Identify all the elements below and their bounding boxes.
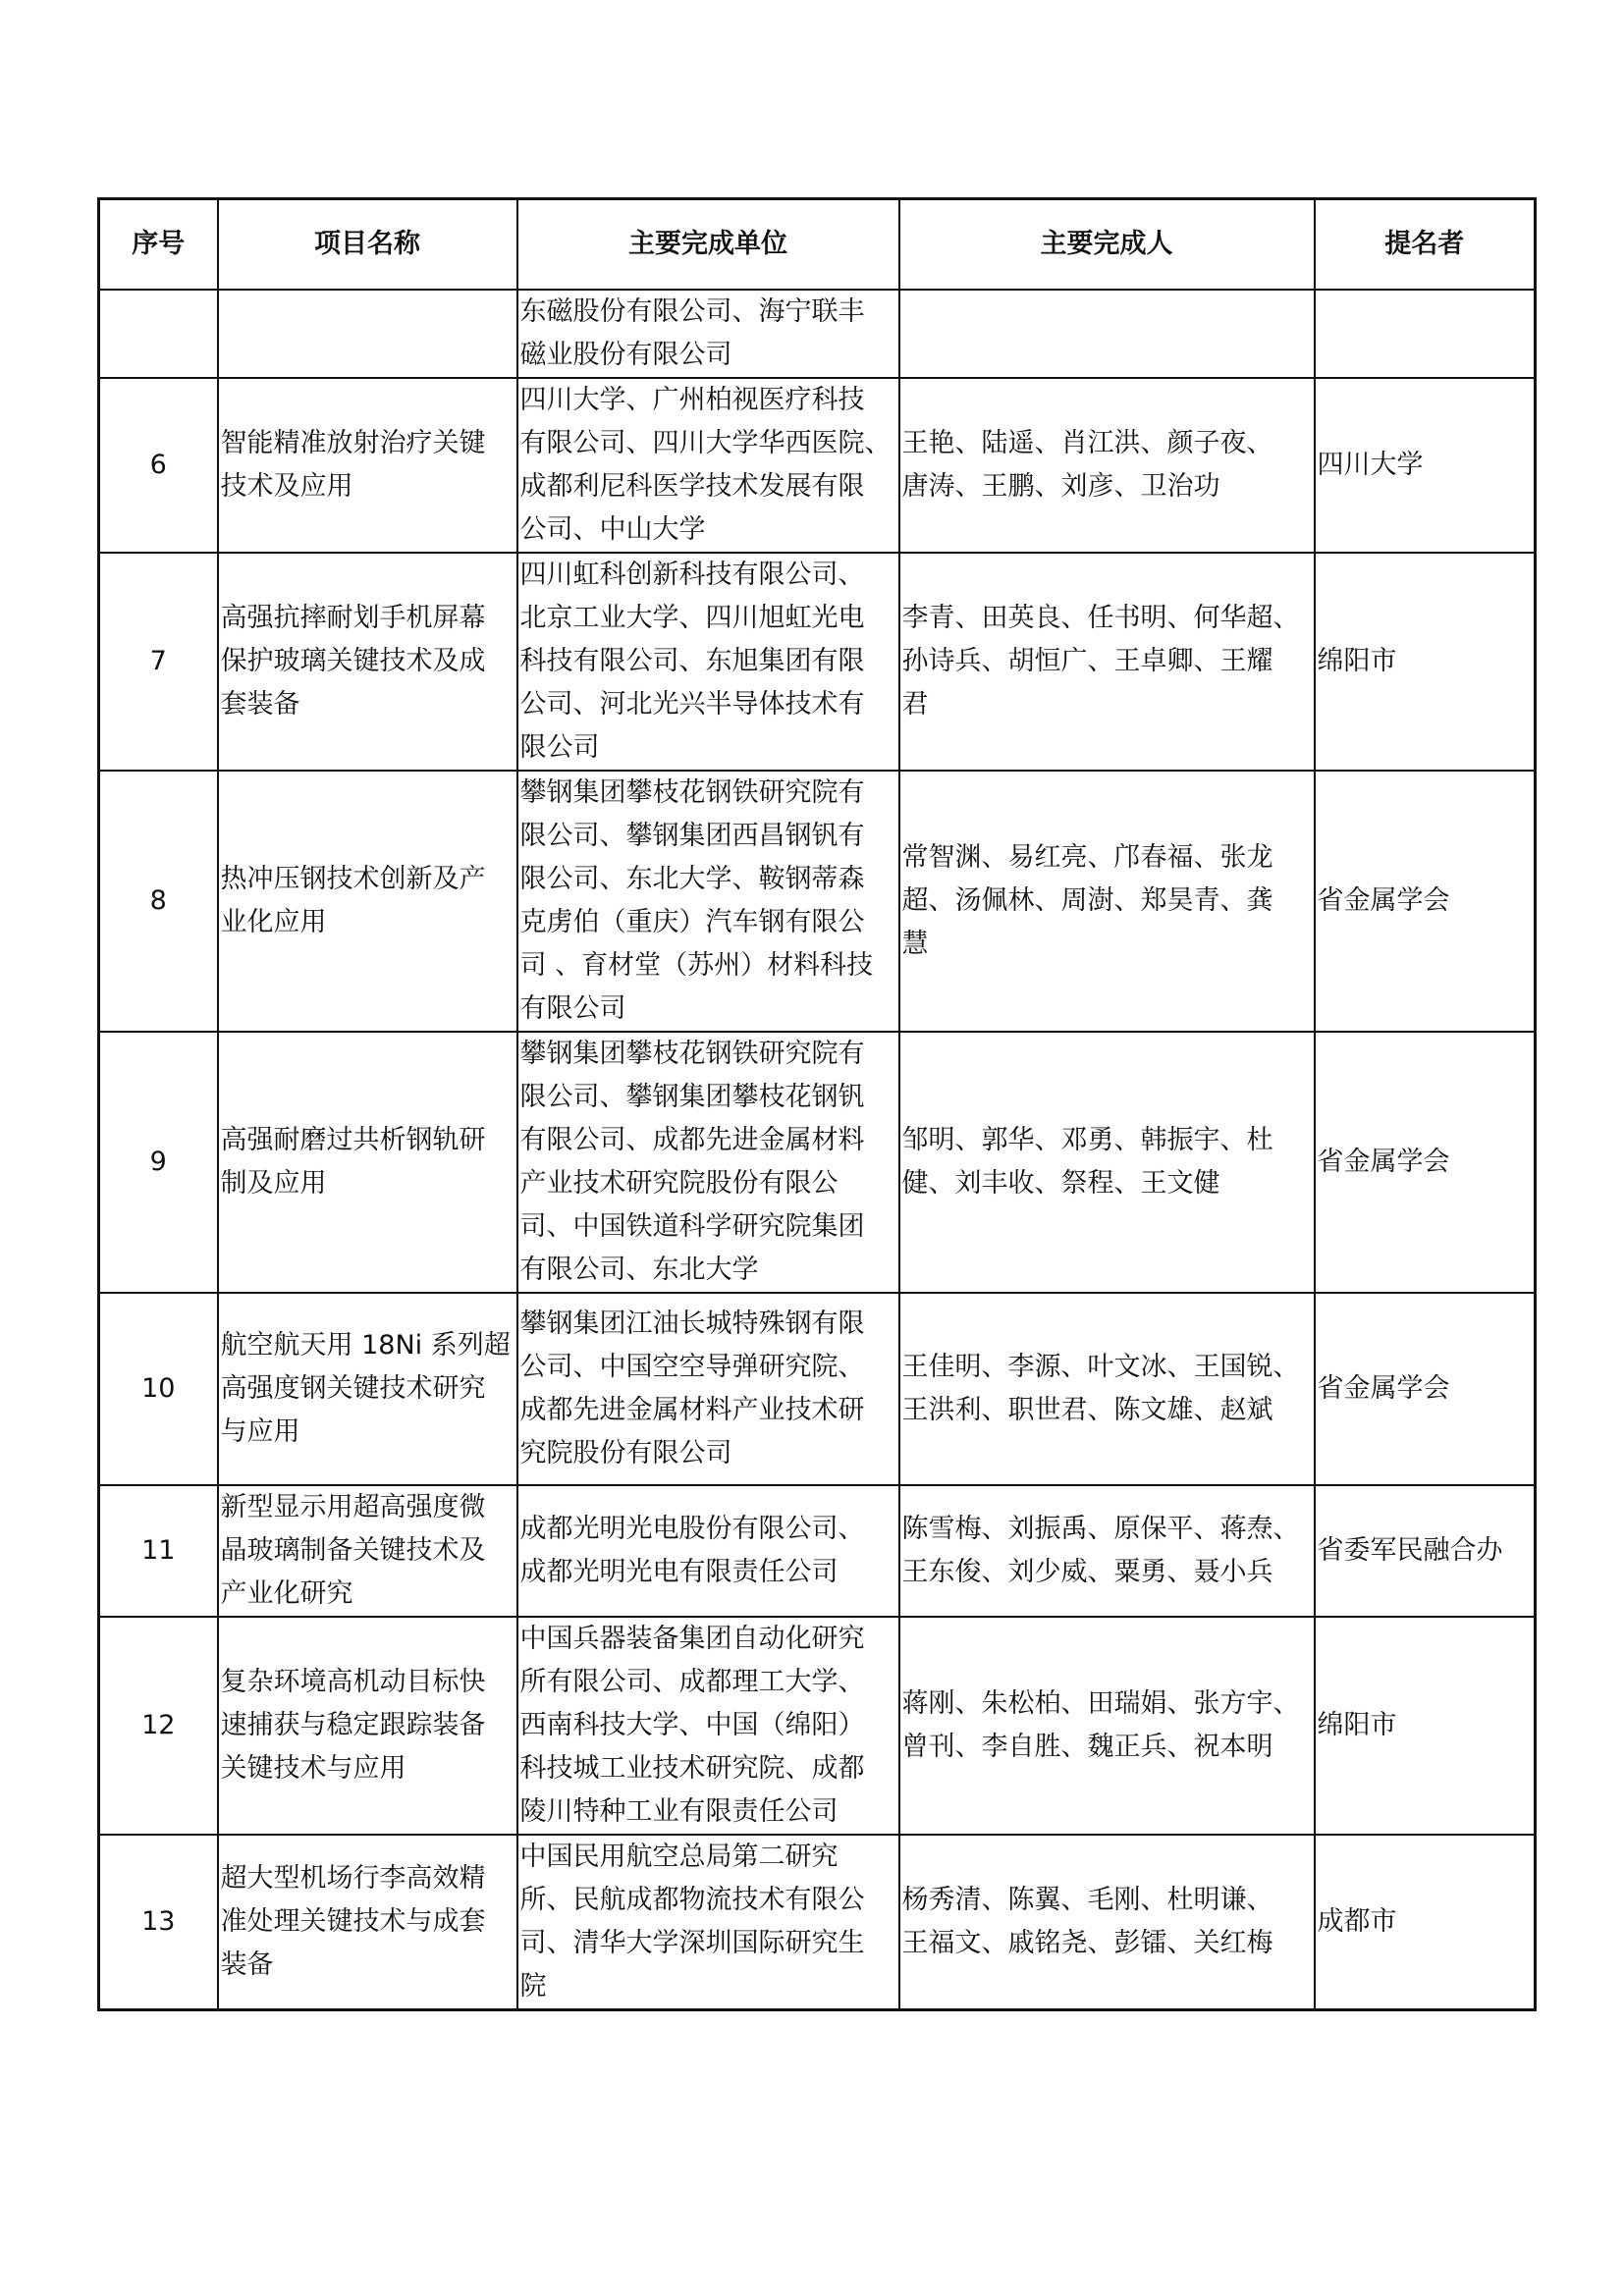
cell-no-text: 8 [149,885,167,916]
cell-project-name [218,1293,517,1485]
cell-project-name-text: 超大型机场行李高效精 准处理关键技术与成套 装备 [220,1863,486,1980]
cell-no [99,378,218,553]
cell-no-text: 6 [149,450,167,480]
table-row [99,290,1536,378]
cell-project-name [218,290,517,378]
table-body [99,290,1536,2010]
cell-main-people-text: 常智渊、易红亮、邝春福、张龙 超、汤佩林、周澍、郑昊青、龚 慧 [901,842,1273,959]
cell-nominator-text: 省金属学会 [1317,1147,1450,1177]
cell-project-name-text: 航空航天用 18Ni 系列超 高强度钢关键技术研究 与应用 [220,1330,511,1447]
table-row [99,1617,1536,1835]
cell-main-people [899,1835,1315,2010]
cell-main-units-text: 东磁股份有限公司、海宁联丰 磁业股份有限公司 [519,296,865,370]
cell-main-units-text: 成都光明光电股份有限公司、 成都光明光电有限责任公司 [519,1514,865,1587]
cell-main-people [899,1485,1315,1617]
cell-nominator-text: 省委军民融合办 [1317,1535,1503,1566]
cell-no-text: 9 [149,1147,167,1177]
cell-main-units-text: 四川大学、广州柏视医疗科技 有限公司、四川大学华西医院、 成都利尼科医学技术发展有限 公司、中山大学 [519,385,892,545]
cell-nominator [1315,1617,1536,1835]
cell-no-text: 7 [149,646,167,676]
cell-nominator-text: 四川大学 [1317,450,1424,480]
cell-main-units [517,553,899,771]
cell-main-people [899,1293,1315,1485]
cell-no-text: 13 [141,1906,176,1937]
cell-nominator-text: 省金属学会 [1317,1373,1450,1404]
cell-main-units-text: 中国兵器装备集团自动化研究 所有限公司、成都理工大学、 西南科技大学、中国（绵阳） 科技城工业技术研究院、成都 陵川特种工业有限责任公司 [519,1624,865,1827]
cell-main-people [899,1032,1315,1293]
cell-nominator-text: 绵阳市 [1317,646,1397,676]
table-row [99,1032,1536,1293]
cell-main-people-text: 王佳明、李源、叶文冰、王国锐、 王洪利、职世君、陈文雄、赵斌 [901,1352,1300,1425]
cell-project-name-text: 复杂环境高机动目标快 速捕获与稳定跟踪装备 关键技术与应用 [220,1667,486,1784]
cell-main-units [517,1485,899,1617]
cell-no [99,1032,218,1293]
table-row [99,1293,1536,1485]
cell-main-units-text: 攀钢集团攀枝花钢铁研究院有 限公司、攀钢集团西昌钢钒有 限公司、东北大学、鞍钢蒂森 克虏伯（重庆）汽车钢有限公 司 、育材堂（苏州）材料科技 有限公司 [519,777,874,1024]
cell-main-people [899,1617,1315,1835]
cell-main-people-text: 李青、田英良、任书明、何华超、 孙诗兵、胡恒广、王卓卿、王耀 君 [901,603,1300,720]
cell-no [99,771,218,1032]
cell-main-units [517,1617,899,1835]
cell-main-units [517,290,899,378]
cell-no [99,1293,218,1485]
cell-project-name [218,1835,517,2010]
cell-nominator-text: 绵阳市 [1317,1710,1397,1740]
cell-main-people-text: 邹明、郭华、邓勇、韩振宇、杜 健、刘丰收、祭程、王文健 [901,1125,1273,1199]
cell-project-name-text: 高强耐磨过共析钢轨研 制及应用 [220,1125,486,1199]
cell-nominator-text: 省金属学会 [1317,885,1450,916]
cell-no [99,1835,218,2010]
cell-project-name-text: 智能精准放射治疗关键 技术及应用 [220,428,486,502]
cell-nominator-text: 成都市 [1317,1906,1397,1937]
cell-project-name-text: 高强抗摔耐划手机屏幕 保护玻璃关键技术及成 套装备 [220,603,486,720]
cell-main-people-text: 陈雪梅、刘振禹、原保平、蒋焘、 王东俊、刘少威、粟勇、聂小兵 [901,1514,1300,1587]
cell-project-name [218,553,517,771]
cell-nominator [1315,1293,1536,1485]
table-row [99,378,1536,553]
cell-main-units-text: 四川虹科创新科技有限公司、 北京工业大学、四川旭虹光电 科技有限公司、东旭集团有限 公司、河北光兴半导体技术有 限公司 [519,560,865,763]
cell-no [99,290,218,378]
cell-nominator [1315,1032,1536,1293]
cell-main-people [899,290,1315,378]
cell-main-units-text: 中国民用航空总局第二研究 所、民航成都物流技术有限公 司、清华大学深圳国际研究生 院 [519,1842,865,2002]
cell-project-name-text: 新型显示用超高强度微 晶玻璃制备关键技术及 产业化研究 [220,1492,486,1609]
cell-main-people-text: 王艳、陆遥、肖江洪、颜子夜、 唐涛、王鹏、刘彦、卫治功 [901,428,1273,502]
cell-main-people [899,771,1315,1032]
cell-main-units [517,771,899,1032]
cell-no [99,553,218,771]
awards-table [97,197,1537,2011]
table-row [99,553,1536,771]
cell-main-people [899,378,1315,553]
header-main-units: 主要完成单位 [517,199,899,291]
table-row [99,1835,1536,2010]
cell-main-people [899,553,1315,771]
cell-no-text: 12 [141,1710,176,1740]
cell-no [99,1485,218,1617]
cell-main-units [517,378,899,553]
cell-main-units [517,1835,899,2010]
cell-project-name [218,1617,517,1835]
cell-project-name [218,771,517,1032]
cell-main-people-text: 杨秀清、陈翼、毛刚、杜明谦、 王福文、戚铭尧、彭镭、关红梅 [901,1885,1273,1958]
cell-main-units [517,1293,899,1485]
header-no: 序号 [99,199,218,291]
cell-main-units [517,1032,899,1293]
cell-main-units-text: 攀钢集团攀枝花钢铁研究院有 限公司、攀钢集团攀枝花钢钒 有限公司、成都先进金属材料 产业技术研究院股份有限公 司、中国铁道科学研究院集团 有限公司、东北大学 [519,1039,865,1285]
header-project-name: 项目名称 [218,199,517,291]
cell-nominator [1315,378,1536,553]
cell-nominator [1315,1835,1536,2010]
cell-project-name-text: 热冲压钢技术创新及产 业化应用 [220,864,486,937]
cell-main-units-text: 攀钢集团江油长城特殊钢有限 公司、中国空空导弹研究院、 成都先进金属材料产业技术研 究院股份有限公司 [519,1308,865,1468]
cell-nominator [1315,1485,1536,1617]
cell-nominator [1315,771,1536,1032]
cell-main-people-text: 蒋刚、朱松柏、田瑞娟、张方宇、 曾刊、李自胜、魏正兵、祝本明 [901,1688,1300,1762]
cell-project-name [218,1485,517,1617]
cell-no-text: 10 [141,1373,176,1404]
cell-no-text: 11 [141,1535,176,1566]
table-row [99,1485,1536,1617]
cell-nominator [1315,290,1536,378]
header-nominator: 提名者 [1315,199,1536,291]
cell-no [99,1617,218,1835]
cell-nominator [1315,553,1536,771]
cell-project-name [218,378,517,553]
table-header-row [99,199,1536,291]
header-main-people: 主要完成人 [899,199,1315,291]
table-row [99,771,1536,1032]
cell-project-name [218,1032,517,1293]
